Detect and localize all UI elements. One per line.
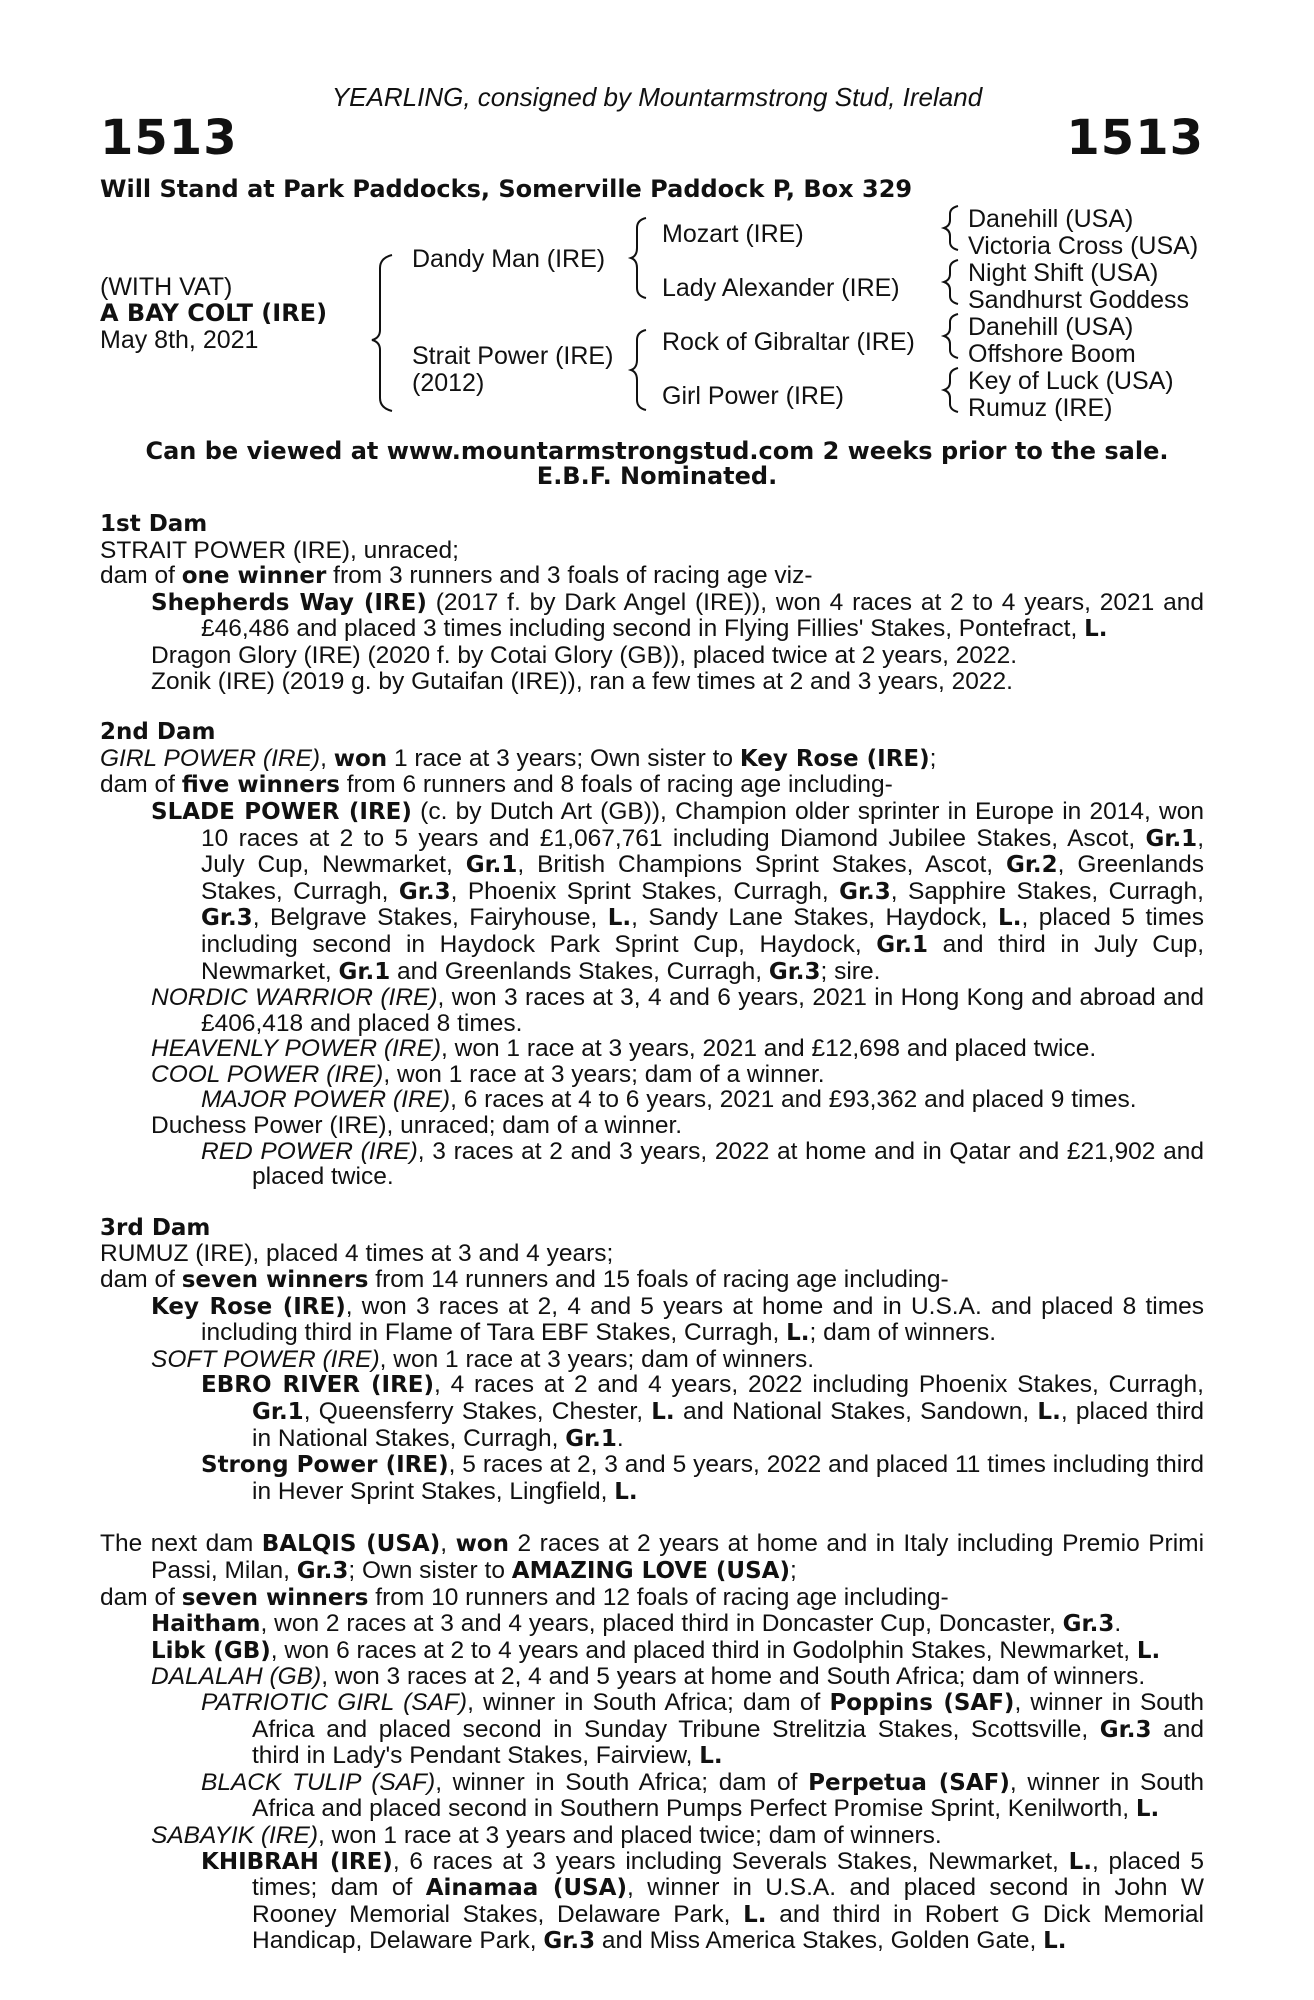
viewing-note: Can be viewed at www.mountarmstrongstud.com 2 weeks prior to the sale. <box>145 437 1169 465</box>
produce-patriotic-girl: PATRIOTIC GIRL (SAF), winner in South Africa; dam of Poppins (SAF), winner in South Africa and placed second in Sunday Tribune Strelitzia Stakes, Scottsville, Gr.3 and third in Lady's Pendant Stakes, Fairview, L. <box>201 1688 1204 1770</box>
pedigree-sire: Dandy Man (IRE) <box>412 245 606 273</box>
produce-dragon-glory: Dragon Glory (IRE) (2020 f. by Cotai Glory (GB)), placed twice at 2 years, 2022. <box>151 641 1018 669</box>
first-dam-line: STRAIT POWER (IRE), unraced; <box>100 536 459 564</box>
pedigree-sds: Night Shift (USA) <box>968 259 1159 287</box>
pedigree-sdd: Sandhurst Goddess <box>968 286 1189 314</box>
produce-black-tulip: BLACK TULIP (SAF), winner in South Africa; dam of Perpetua (SAF), winner in South Africa and placed second in Southern Pumps Perfect Promise Sprint, Kenilworth, L. <box>201 1768 1205 1823</box>
produce-strong-power: Strong Power (IRE), 5 races at 2, 3 and 5 years, 2022 and placed 11 times including third in Hever Sprint Stakes, Lingfield, L. <box>201 1451 1204 1505</box>
pedigree-dam: Strait Power (IRE) <box>412 342 614 370</box>
vat-note: (WITH VAT) <box>100 273 233 301</box>
pedigree-sire-sire: Mozart (IRE) <box>662 220 804 248</box>
second-dam-heading: 2nd Dam <box>100 719 216 746</box>
produce-khibrah: KHIBRAH (IRE), 6 races at 3 years including Severals Stakes, Newmarket, L., placed 5 times; dam of Ainamaa (USA), winner in U.S.A. and placed second in John W Rooney Memorial Stakes, Delaware Park, L. and third in Robert G Dick Memorial Handicap, Delaware Park, Gr.3 and Miss America Stakes, Golden Gate, L. <box>201 1847 1204 1955</box>
pedigree-dam-year: (2012) <box>412 369 485 397</box>
next-dam-line: The next dam BALQIS (USA), won 2 races at 2 years at home and in Italy including Premio Primi Passi, Milan, Gr.3; Own sister to AMAZING LOVE (USA); <box>100 1530 1205 1584</box>
produce-red-power: RED POWER (IRE), 3 races at 2 and 3 years, 2022 at home and in Qatar and £21,902 and placed twice. <box>201 1137 1204 1191</box>
third-dam-heading: 3rd Dam <box>100 1214 211 1241</box>
produce-key-rose: Key Rose (IRE), won 3 races at 2, 4 and 5 years at home and in U.S.A. and placed 8 times including third in Flame of Tara EBF Stakes, Curragh, L.; dam of winners. <box>151 1292 1204 1347</box>
second-dam-produce-summary: dam of five winners from 6 runners and 8 foals of racing age including- <box>100 771 893 799</box>
produce-libk: Libk (GB), won 6 races at 2 to 4 years and placed third in Godolphin Stakes, Newmarket, L. <box>151 1636 1161 1664</box>
produce-sabayik: SABAYIK (IRE), won 1 race at 3 years and placed twice; dam of winners. <box>151 1821 942 1849</box>
stand-location: Will Stand at Park Paddocks, Somerville Paddock P, Box 329 <box>100 175 913 203</box>
lot-number-left: 1513 <box>100 110 238 166</box>
pedigree-dss: Danehill (USA) <box>968 313 1134 341</box>
produce-soft-power: SOFT POWER (IRE), won 1 race at 3 years; dam of winners. <box>151 1345 815 1373</box>
produce-zonik: Zonik (IRE) (2019 g. by Gutaifan (IRE)), ran a few times at 2 and 3 years, 2022. <box>151 667 1013 695</box>
lot-number-right: 1513 <box>1066 110 1204 166</box>
produce-shepherds-way: Shepherds Way (IRE) (2017 f. by Dark Angel (IRE)), won 4 races at 2 to 4 years, 2021 and £46,486 and placed 3 times including second in Flying Fillies' Stakes, Pontefract, L. <box>151 588 1204 643</box>
pedigree-dam-sire: Rock of Gibraltar (IRE) <box>662 328 915 356</box>
pedigree-ssd: Victoria Cross (USA) <box>968 232 1199 260</box>
pedigree-sire-dam: Lady Alexander (IRE) <box>662 274 900 302</box>
pedigree-ddd: Rumuz (IRE) <box>968 394 1113 422</box>
produce-ebro-river: EBRO RIVER (IRE), 4 races at 2 and 4 years, 2022 including Phoenix Stakes, Curragh, Gr.1, Queensferry Stakes, Chester, L. and National Stakes, Sandown, L., placed third in National Stakes, Curragh, Gr.1. <box>201 1371 1205 1452</box>
horse-name: A BAY COLT (IRE) <box>100 299 328 327</box>
third-dam-produce-summary: dam of seven winners from 14 runners and 15 foals of racing age including- <box>100 1266 949 1294</box>
pedigree-dds: Key of Luck (USA) <box>968 367 1174 395</box>
foaling-date: May 8th, 2021 <box>100 326 259 354</box>
consignment-line: YEARLING, consigned by Mountarmstrong Stud, Ireland <box>331 82 983 112</box>
pedigree-dsd: Offshore Boom <box>968 340 1136 368</box>
produce-heavenly-power: HEAVENLY POWER (IRE), won 1 race at 3 years, 2021 and £12,698 and placed twice. <box>151 1035 1097 1063</box>
next-dam-produce-summary: dam of seven winners from 10 runners and 12 foals of racing age including- <box>100 1583 949 1611</box>
first-dam-heading: 1st Dam <box>100 511 208 537</box>
first-dam-produce-summary: dam of one winner from 3 runners and 3 foals of racing age viz- <box>100 562 813 590</box>
catalogue-body <box>100 512 1204 1955</box>
produce-slade-power: SLADE POWER (IRE) (c. by Dutch Art (GB)), Champion older sprinter in Europe in 2014, won 10 races at 2 to 5 years and £1,067,761 including Diamond Jubilee Stakes, Ascot, Gr.1, July Cup, Newmarket, Gr.1, British Champions Sprint Stakes, Ascot, Gr.2, Greenlands Stakes, Curragh, Gr.3, Phoenix Sprint Stakes, Curragh, Gr.3, Sapphire Stakes, Curragh, Gr.3, Belgrave Stakes, Fairyhouse, L., Sandy Lane Stakes, Haydock, L., placed 5 times including second in Haydock Park Sprint Cup, Haydock, Gr.1 and third in July Cup, Newmarket, Gr.1 and Greenlands Stakes, Curragh, Gr.3; sire. <box>151 797 1205 985</box>
produce-cool-power: COOL POWER (IRE), won 1 race at 3 years; dam of a winner. <box>151 1060 825 1088</box>
produce-haitham: Haitham, won 2 races at 3 and 4 years, placed third in Doncaster Cup, Doncaster, Gr.3. <box>151 1610 1122 1638</box>
produce-nordic-warrior: NORDIC WARRIOR (IRE), won 3 races at 3, 4 and 6 years, 2021 in Hong Kong and abroad and £406,418 and placed 8 times. <box>151 984 1205 1037</box>
produce-major-power: MAJOR POWER (IRE), 6 races at 4 to 6 years, 2021 and £93,362 and placed 9 times. <box>201 1086 1137 1114</box>
produce-dalalah: DALALAH (GB), won 3 races at 2, 4 and 5 years at home and South Africa; dam of winners. <box>151 1663 1146 1691</box>
pedigree-dam-dam: Girl Power (IRE) <box>662 382 844 410</box>
third-dam-line: RUMUZ (IRE), placed 4 times at 3 and 4 years; <box>100 1240 614 1268</box>
ebf-note: E.B.F. Nominated. <box>536 462 778 490</box>
produce-duchess-power: Duchess Power (IRE), unraced; dam of a winner. <box>151 1112 683 1140</box>
pedigree-sss: Danehill (USA) <box>968 205 1134 233</box>
second-dam-line: GIRL POWER (IRE), won 1 race at 3 years; Own sister to Key Rose (IRE); <box>100 744 937 772</box>
